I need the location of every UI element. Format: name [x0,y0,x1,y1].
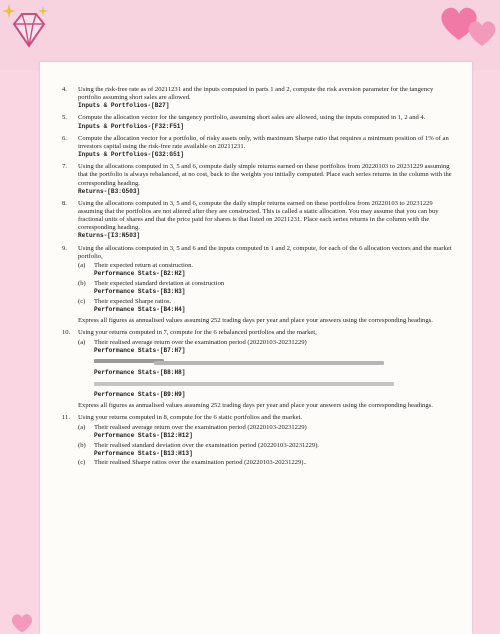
question-text: Using the allocations computed in 3, 5 and 6 and the inputs computed in 1 and 2, compute, for each of the 6 allocation vectors and the market portfolio, [78,244,452,260]
sub-label: (c) [78,297,86,305]
question-6 [62,135,454,159]
question-text: Using your returns computed in 8, compute for the 6 static portfolios and the market. [78,414,303,422]
sub-text: Their realised average return over the examination period (20220103-20231229) [94,423,307,431]
question-5 [62,114,454,130]
redacted-text [94,379,454,389]
cell-reference: Performance Stats-[B3:H3] [94,288,186,295]
question-text: Using the allocations computed in 3, 5 and 6, compute daily simple returns earned on these portfolios from 20220103 to 20231229 assuming that the portfolio is always rebalanced, at no cost, back to the weights you initially computed. Place each series returns in the column with the corresponding heading. [78,163,452,187]
cell-reference: Returns-[I3:N503] [78,232,141,240]
question-text: Using the risk-free rate as of 20211231 and the inputs computed in parts 1 and 2, compute the risk aversion parameter for the tangency portfolio assuming short sales are allowed. [78,86,434,102]
sub-label: (a) [78,262,86,270]
sub-text: Their realised Sharpe ratios over the examination period (20220103-20231229).. [94,459,307,467]
sub-text: Their expected Sharpe ratios. [94,297,172,305]
question-10 [62,329,454,410]
sub-question-c [78,298,454,314]
sub-label: (b) [78,279,86,287]
cell-reference: Performance Stats-[B12:H12] [94,432,193,439]
sub-text: Their realised average return over the examination period (20220103-20231229) [94,338,307,346]
cell-reference: Performance Stats-[B8:H8] [94,368,186,376]
sub-question-a [78,262,454,278]
sub-text: Their expected return at construction. [94,262,194,270]
sub-text: Their realised standard deviation over the examination period (20220103-20231229). [94,441,320,449]
question-4 [62,86,454,110]
cell-reference: Performance Stats-[B2:H2] [94,270,186,278]
question-7 [62,163,454,195]
question-number: 7. [62,163,67,171]
sparkle-icon [38,6,48,16]
cell-reference: Inputs & Portfolios-[G32:G51] [78,151,185,159]
question-number: 10. [62,329,71,337]
cell-reference: Performance Stats-[B9:H9] [94,390,186,398]
cell-reference: Inputs & Portfolios-[B27] [78,102,170,110]
question-number: 11. [62,414,70,422]
redacted-text [94,357,454,367]
sub-question-b [78,280,454,296]
question-11 [62,414,454,467]
question-note: Express all figures as annualised values assuming 252 trading days per year and place your answers using the corresponding headings. [78,316,433,324]
sub-text: Their expected standard deviation at construction [94,279,225,287]
question-text: Using the allocations computed in 3, 5 and 6, compute the daily simple returns earned on these portfolios from 20220103 to 20231229 assuming that the portfolios are not altered after they are constructed. This is called a static allocation. You may assume that you can buy fractional units of shares and that the price paid for shares is that listed on 20211231. Place each series returns in the column with the corresponding heading. [78,199,439,232]
question-note: Express all figures as annualised values assuming 252 trading days per year and place your answers using the corresponding headings. [78,402,433,410]
sub-label: (a) [78,338,86,346]
question-number: 4. [62,86,67,93]
sub-question-b [78,442,454,458]
question-8 [62,200,454,240]
cell-reference: Inputs & Portfolios-[F32:F51] [78,122,185,130]
cell-reference: Returns-[B3:G503] [78,187,141,195]
question-text: Using your returns computed in 7, compute for the 6 rebalanced portfolios and the market, [78,329,317,337]
question-text: Compute the allocation vector for a portfolio, of risky assets only, with maximum Sharpe ratio that requires a minimum position of 1% of an investors capital using the risk-free rate available on 20211231. [78,134,449,150]
question-list [62,86,454,472]
question-9 [62,245,454,325]
sub-question-a [78,339,454,355]
cell-reference: Performance Stats-[B13:H13] [94,449,193,457]
cell-reference: Performance Stats-[B4:H4] [94,305,186,313]
question-text: Compute the allocation vector for the tangency portfolio, assuming short sales are allowed, using the inputs computed in 1, 2 and 4. [78,114,426,122]
sub-question-a [78,424,454,440]
sub-label: (a) [78,423,86,431]
sub-label: (b) [78,441,86,449]
question-number: 5. [62,114,67,122]
pink-frame [0,0,500,70]
cell-reference: Performance Stats-[B7:H7] [94,346,186,354]
document-page [40,62,472,634]
sub-label: (c) [78,459,86,467]
question-number: 6. [62,134,67,142]
question-number: 8. [62,199,67,207]
sub-question-c [78,459,454,467]
question-number: 9. [62,244,67,252]
heart-icon [10,612,34,634]
sparkle-icon [2,4,16,18]
heart-icon [466,18,498,48]
